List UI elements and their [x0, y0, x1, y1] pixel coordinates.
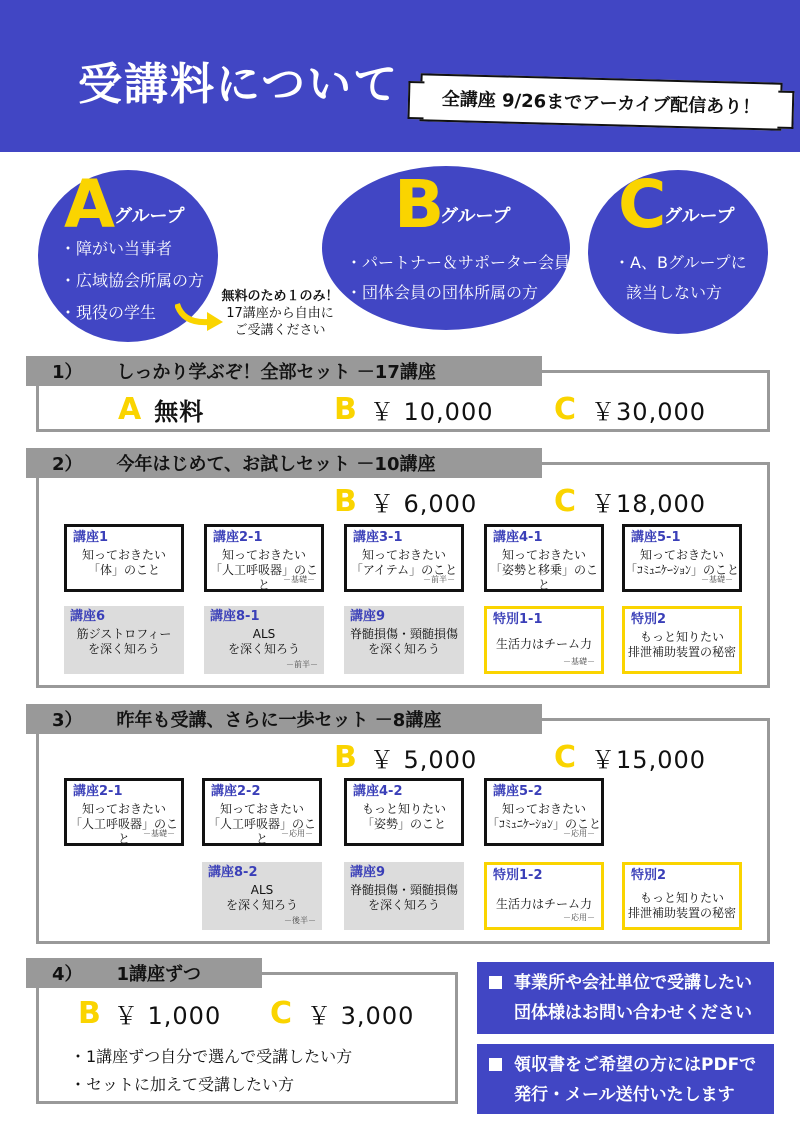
course-line: 知っておきたい [221, 548, 306, 562]
square-bullet-icon [489, 1058, 502, 1071]
section-number: 2） [52, 454, 83, 475]
course-sub: －応用－ [563, 913, 595, 922]
group-a-letter: A [64, 166, 116, 243]
section-title: しっかり学ぶぞ！全部セット －17講座 [116, 362, 436, 383]
course-card [622, 524, 742, 592]
course-sub: －基礎－ [563, 657, 595, 666]
info-line: 発行・メール送付いたします [514, 1085, 735, 1105]
course-line: 「アイテム」のこと [350, 563, 458, 577]
price-letter: C [270, 996, 294, 1031]
price-letter: B [334, 392, 358, 427]
course-sub: －後半－ [284, 916, 316, 925]
course-card [202, 862, 322, 930]
course-line: 脊髄損傷・頸髄損傷 [349, 883, 458, 897]
course-title: 講座1 [73, 530, 109, 545]
course-title: 講座4-1 [493, 530, 543, 545]
course-line: を深く知ろう [225, 898, 298, 912]
price-b [78, 996, 221, 1031]
free-note-line: ご受講ください [234, 323, 326, 338]
price-value: ￥15,000 [591, 746, 707, 774]
course-title: 講座6 [70, 609, 106, 624]
price-value: ￥ 10,000 [369, 398, 494, 426]
archive-ribbon [419, 73, 782, 130]
course-sub: －前半－ [423, 575, 455, 584]
course-sub: －基礎－ [283, 575, 315, 584]
group-c-item: 該当しない方 [626, 283, 723, 302]
course-title: 講座2-2 [211, 784, 261, 799]
price-value: ￥30,000 [591, 398, 707, 426]
group-b-item: ・パートナー＆サポーター会員 [346, 253, 571, 272]
info-line: 団体様はお問い合わせください [514, 1003, 752, 1023]
info-line: 事業所や会社単位で受講したい [514, 973, 752, 993]
price-letter: B [78, 996, 102, 1031]
price-c [554, 484, 706, 519]
course-line: を深く知ろう [367, 898, 440, 912]
course-sub: －応用－ [281, 829, 313, 838]
course-title: 特別2 [631, 612, 667, 627]
course-title: 講座9 [350, 609, 386, 624]
page-title: 受講料について [78, 59, 400, 110]
course-title: 講座4-2 [353, 784, 403, 799]
course-line: 知っておきたい [639, 548, 724, 562]
course-line: 知っておきたい [361, 548, 446, 562]
group-c-label: グループ [664, 206, 735, 227]
course-title: 特別2 [631, 868, 667, 883]
course-card [204, 606, 324, 674]
course-title: 講座5-2 [493, 784, 543, 799]
course-card [64, 606, 184, 674]
section-3-header [26, 704, 542, 734]
price-value: ￥ 1,000 [113, 1002, 222, 1030]
price-value: 無料 [154, 398, 205, 426]
course-card [484, 862, 604, 930]
course-line: 知っておきたい [501, 802, 586, 816]
price-b [334, 740, 477, 775]
course-sub: －前半－ [286, 660, 318, 669]
course-card [622, 606, 742, 674]
course-line: 筋ジストロフィー [76, 627, 172, 641]
course-line: 「人工呼吸器」のこと [207, 817, 316, 846]
course-title: 講座5-1 [631, 530, 681, 545]
price-letter: C [554, 740, 578, 775]
course-sub: －応用－ [563, 829, 595, 838]
info-box-receipt [477, 1044, 774, 1114]
price-b [334, 392, 493, 427]
course-line: 排泄補助装置の秘密 [627, 906, 736, 920]
group-c-letter: C [618, 166, 667, 243]
course-line: 「姿勢」のこと [361, 817, 446, 831]
course-card [64, 778, 184, 846]
free-note [210, 288, 350, 339]
section-1-header [26, 356, 542, 386]
info-box-group [477, 962, 774, 1034]
course-line: 生活力はチーム力 [495, 637, 592, 651]
group-b-circle [322, 166, 570, 330]
course-card [344, 778, 464, 846]
price-value: ￥ 6,000 [369, 490, 478, 518]
course-line: もっと知りたい [361, 802, 446, 816]
price-letter: A [118, 392, 143, 427]
bullet-item: ・セットに加えて受講したい方 [70, 1075, 295, 1094]
price-letter: C [554, 392, 578, 427]
course-line: ALS [252, 627, 276, 641]
price-letter: C [554, 484, 578, 519]
price-letter: B [334, 740, 358, 775]
course-line: 「人工呼吸器」のこと [209, 563, 318, 592]
course-line: もっと知りたい [639, 891, 724, 905]
course-line: を深く知ろう [227, 642, 300, 656]
course-line: 「ｺﾐｭﾆｹｰｼｮﾝ」のこと [625, 563, 740, 577]
course-line: 「ｺﾐｭﾆｹｰｼｮﾝ」のこと [487, 817, 602, 831]
course-line: もっと知りたい [639, 630, 724, 644]
course-card [202, 778, 322, 846]
course-title: 講座3-1 [353, 530, 403, 545]
course-card [344, 862, 464, 930]
square-bullet-icon [489, 976, 502, 989]
course-title: 特別1-1 [493, 612, 543, 627]
course-card [484, 778, 604, 846]
section-number: 1） [52, 362, 83, 383]
group-a-item: ・現役の学生 [60, 303, 157, 322]
price-c [554, 392, 706, 427]
course-line: 脊髄損傷・頸髄損傷 [349, 627, 458, 641]
section-number: 3） [52, 710, 83, 731]
course-title: 講座2-1 [73, 784, 123, 799]
course-line: 知っておきたい [81, 548, 166, 562]
group-a-item: ・障がい当事者 [60, 239, 173, 258]
section-title: 昨年も受講、さらに一歩セット －8講座 [116, 710, 442, 731]
course-sub: －基礎－ [143, 829, 175, 838]
course-line: ALS [250, 883, 274, 897]
price-letter: B [334, 484, 358, 519]
free-note-line: 無料のため１のみ！ [221, 289, 339, 304]
course-line: 「姿勢と移乗」のこと [489, 563, 598, 592]
course-line: 知っておきたい [81, 802, 166, 816]
group-a-item: ・広域協会所属の方 [60, 271, 205, 290]
info-line: 領収書をご希望の方にはPDFで [514, 1055, 757, 1075]
free-note-line: 17講座から自由に [226, 306, 334, 321]
section-4-header [26, 958, 262, 988]
price-a [118, 392, 204, 427]
course-card [622, 862, 742, 930]
course-title: 講座8-1 [210, 609, 260, 624]
course-card [484, 524, 604, 592]
section-title: 1講座ずつ [116, 964, 202, 985]
course-line: 「体」のこと [87, 563, 160, 577]
price-value: ￥ 3,000 [307, 1002, 415, 1030]
course-title: 特別1-2 [493, 868, 543, 883]
course-card [204, 524, 324, 592]
course-card [344, 606, 464, 674]
bullet-item: ・1講座ずつ自分で選んで受講したい方 [70, 1047, 353, 1066]
section-number: 4） [52, 964, 83, 985]
course-card [484, 606, 604, 674]
course-line: 知っておきたい [219, 802, 304, 816]
course-line: を深く知ろう [367, 642, 440, 656]
section-title: 今年はじめて、お試しセット －10講座 [116, 454, 436, 475]
course-line: 「人工呼吸器」のこと [69, 817, 178, 846]
course-sub: －基礎－ [701, 575, 733, 584]
price-value: ￥18,000 [591, 490, 707, 518]
price-b [334, 484, 477, 519]
course-line: を深く知ろう [87, 642, 160, 656]
price-c [554, 740, 706, 775]
section-2-header [26, 448, 542, 478]
course-title: 講座9 [350, 865, 386, 880]
group-b-item: ・団体会員の団体所属の方 [346, 283, 539, 302]
course-line: 知っておきたい [501, 548, 586, 562]
group-c-item: ・A、Bグループに [614, 253, 747, 272]
ribbon-text: 全講座 9/26までアーカイブ配信あり！ [441, 88, 761, 119]
course-line: 排泄補助装置の秘密 [627, 645, 736, 659]
group-a-label: グループ [114, 206, 185, 227]
course-title: 講座8-2 [208, 865, 258, 880]
price-c [270, 996, 414, 1031]
course-card [64, 524, 184, 592]
course-line: 生活力はチーム力 [495, 897, 592, 911]
group-b-label: グループ [440, 206, 511, 227]
course-card [344, 524, 464, 592]
price-value: ￥ 5,000 [369, 746, 478, 774]
group-b-letter: B [394, 166, 445, 243]
course-title: 講座2-1 [213, 530, 263, 545]
